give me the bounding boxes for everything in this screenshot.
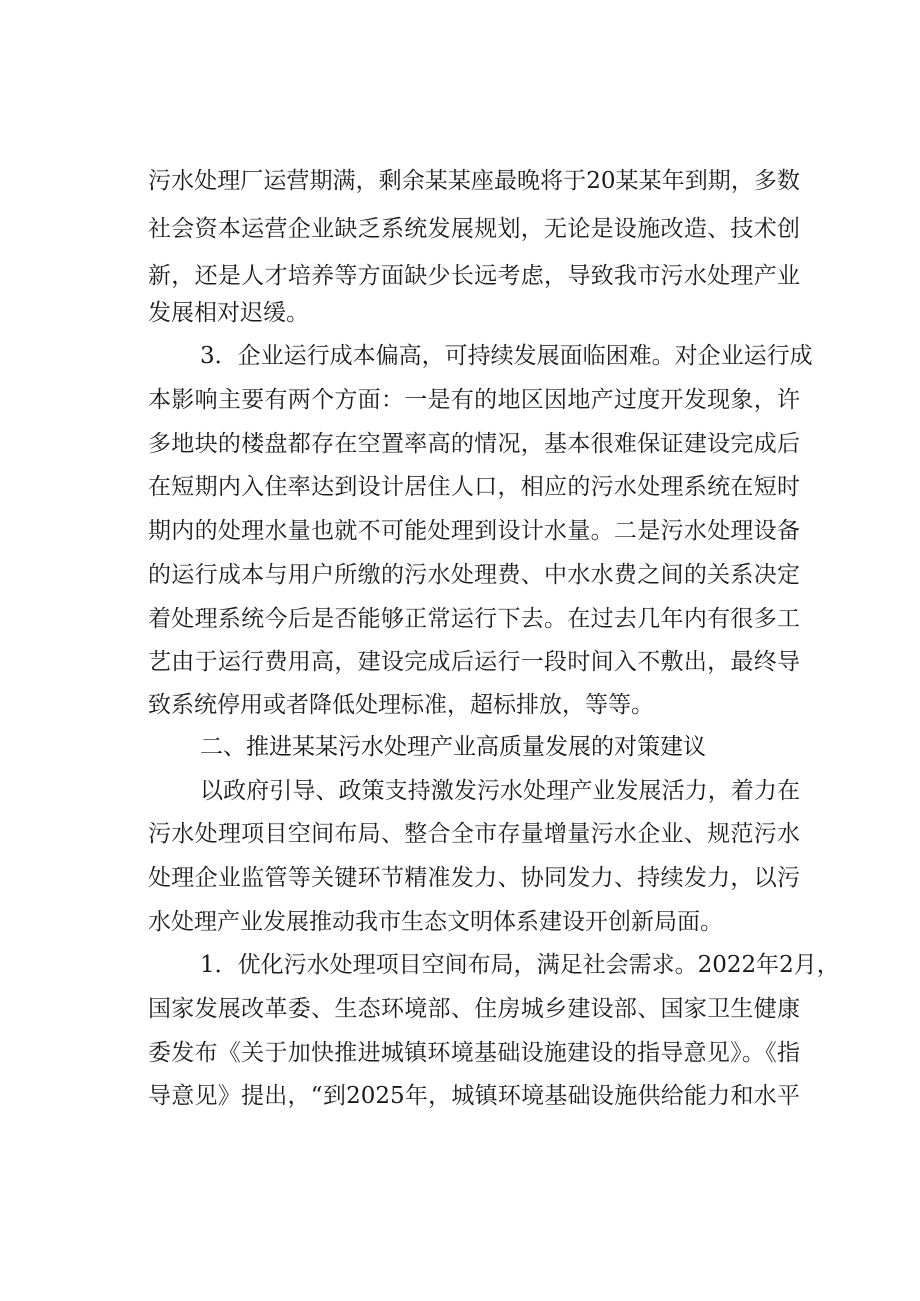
paragraph-4-line-1: 1．优化污水处理项目空间布局，满足社会需求。2022年2月，: [200, 952, 840, 978]
paragraph-2-line-8: 艺由于运行费用高，建设完成后运行一段时间入不敷出，最终导: [148, 649, 800, 675]
paragraph-4-line-3: 委发布《关于加快推进城镇环境基础设施建设的指导意见》。《指: [148, 1040, 800, 1066]
paragraph-1-line-2: 社会资本运营企业缺乏系统发展规划，无论是设施改造、技术创: [148, 216, 800, 242]
paragraph-2-line-7: 着处理系统今后是否能够正常运行下去。在过去几年内有很多工: [148, 606, 800, 632]
paragraph-3-line-3: 处理企业监管等关键环节精准发力、协同发力、持续发力，以污: [148, 865, 800, 891]
paragraph-1-line-4: 发展相对迟缓。: [148, 300, 309, 326]
paragraph-2-line-4: 在短期内入住率达到设计居住人口，相应的污水处理系统在短时: [148, 474, 800, 500]
paragraph-3-line-2: 污水处理项目空间布局、整合全市存量增量污水企业、规范污水: [148, 821, 800, 847]
paragraph-1-line-1: 污水处理厂运营期满，剩余某某座最晚将于20某某年到期，多数: [148, 168, 800, 194]
paragraph-4-line-2: 国家发展改革委、生态环境部、住房城乡建设部、国家卫生健康: [148, 996, 800, 1022]
paragraph-2-line-2: 本影响主要有两个方面：一是有的地区因地产过度开发现象，许: [148, 387, 800, 413]
paragraph-2-line-5: 期内的处理水量也就不可能处理到设计水量。二是污水处理设备: [148, 518, 800, 544]
paragraph-2-line-9: 致系统停用或者降低处理标准，超标排放，等等。: [148, 692, 654, 718]
paragraph-3-line-1: 以政府引导、政策支持激发污水处理产业发展活力，着力在: [200, 778, 800, 804]
paragraph-2-line-3: 多地块的楼盘都存在空置率高的情况，基本很难保证建设完成后: [148, 431, 800, 457]
paragraph-1-line-3: 新，还是人才培养等方面缺少长远考虑，导致我市污水处理产业: [148, 263, 800, 289]
paragraph-2-line-1: 3．企业运行成本偏高，可持续发展面临困难。对企业运行成: [200, 343, 813, 369]
paragraph-3-line-4: 水处理产业发展推动我市生态文明体系建设开创新局面。: [148, 909, 723, 935]
section-heading: 二、推进某某污水处理产业高质量发展的对策建议: [200, 734, 706, 760]
paragraph-2-line-6: 的运行成本与用户所缴的污水处理费、中水水费之间的关系决定: [148, 562, 800, 588]
paragraph-4-line-4: 导意见》提出，“到2025年，城镇环境基础设施供给能力和水平: [148, 1083, 800, 1109]
